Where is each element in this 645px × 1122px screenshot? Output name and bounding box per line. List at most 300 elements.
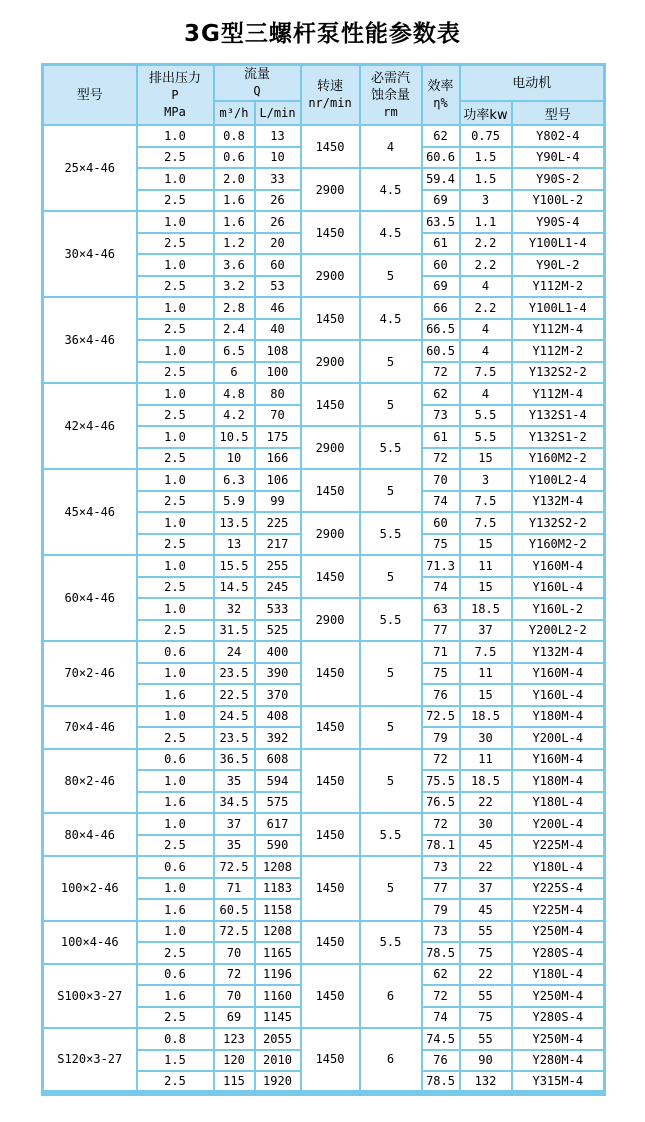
cell-flow-lmin: 1160	[255, 985, 301, 1007]
cell-pressure: 0.6	[137, 856, 214, 878]
cell-pressure: 1.0	[137, 469, 214, 491]
cell-model: 70×4-46	[43, 706, 137, 749]
cell-motor-model: Y132S1-2	[512, 426, 605, 448]
cell-flow-m3h: 60.5	[214, 899, 255, 921]
col-header-motor-model: 型号	[512, 101, 605, 125]
cell-efficiency: 66	[422, 297, 460, 319]
table-row	[43, 555, 605, 577]
cell-pressure: 2.5	[137, 577, 214, 599]
col-header-npsh: 必需汽 蚀余量 rm	[360, 65, 422, 126]
cell-power: 3	[460, 469, 512, 491]
cell-model: 70×2-46	[43, 641, 137, 706]
cell-efficiency: 77	[422, 878, 460, 900]
cell-motor-model: Y90S-2	[512, 168, 605, 190]
cell-pressure: 2.5	[137, 534, 214, 556]
cell-npsh: 6	[360, 1028, 422, 1093]
cell-speed: 1450	[301, 211, 360, 254]
cell-efficiency: 76	[422, 684, 460, 706]
cell-efficiency: 75	[422, 663, 460, 685]
cell-model: 80×4-46	[43, 813, 137, 856]
cell-pressure: 1.0	[137, 125, 214, 147]
cell-flow-m3h: 24.5	[214, 706, 255, 728]
cell-power: 18.5	[460, 706, 512, 728]
cell-efficiency: 74.5	[422, 1028, 460, 1050]
cell-efficiency: 75	[422, 534, 460, 556]
cell-power: 2.2	[460, 297, 512, 319]
cell-flow-lmin: 106	[255, 469, 301, 491]
table-row	[43, 469, 605, 491]
cell-speed: 1450	[301, 297, 360, 340]
cell-flow-lmin: 1158	[255, 899, 301, 921]
cell-efficiency: 61	[422, 233, 460, 255]
cell-flow-lmin: 1165	[255, 942, 301, 964]
cell-flow-m3h: 14.5	[214, 577, 255, 599]
cell-speed: 2900	[301, 598, 360, 641]
cell-efficiency: 60.5	[422, 340, 460, 362]
cell-motor-model: Y802-4	[512, 125, 605, 147]
cell-speed: 2900	[301, 512, 360, 555]
cell-npsh: 5.5	[360, 598, 422, 641]
cell-power: 7.5	[460, 491, 512, 513]
cell-power: 22	[460, 792, 512, 814]
cell-flow-m3h: 1.6	[214, 190, 255, 212]
cell-power: 1.5	[460, 168, 512, 190]
cell-pressure: 2.5	[137, 491, 214, 513]
cell-power: 11	[460, 749, 512, 771]
cell-power: 1.1	[460, 211, 512, 233]
cell-efficiency: 78.5	[422, 1071, 460, 1093]
cell-motor-model: Y180L-4	[512, 964, 605, 986]
cell-flow-m3h: 2.8	[214, 297, 255, 319]
cell-pressure: 2.5	[137, 620, 214, 642]
cell-motor-model: Y132M-4	[512, 491, 605, 513]
cell-efficiency: 79	[422, 899, 460, 921]
cell-power: 15	[460, 448, 512, 470]
cell-flow-m3h: 37	[214, 813, 255, 835]
cell-pressure: 2.5	[137, 190, 214, 212]
table-row	[43, 749, 605, 771]
table-row	[43, 813, 605, 835]
cell-npsh: 5	[360, 706, 422, 749]
cell-flow-lmin: 166	[255, 448, 301, 470]
cell-flow-m3h: 34.5	[214, 792, 255, 814]
cell-flow-m3h: 6	[214, 362, 255, 384]
cell-flow-lmin: 608	[255, 749, 301, 771]
cell-pressure: 0.8	[137, 1028, 214, 1050]
cell-power: 4	[460, 276, 512, 298]
cell-power: 15	[460, 577, 512, 599]
cell-efficiency: 75.5	[422, 770, 460, 792]
cell-efficiency: 60.6	[422, 147, 460, 169]
cell-npsh: 5	[360, 555, 422, 598]
cell-efficiency: 73	[422, 405, 460, 427]
cell-power: 55	[460, 985, 512, 1007]
cell-motor-model: Y100L2-4	[512, 469, 605, 491]
cell-efficiency: 74	[422, 1007, 460, 1029]
table-row	[43, 211, 605, 233]
cell-flow-m3h: 69	[214, 1007, 255, 1029]
table-header	[43, 65, 605, 126]
cell-motor-model: Y90L-2	[512, 254, 605, 276]
cell-motor-model: Y112M-4	[512, 319, 605, 341]
cell-efficiency: 72	[422, 362, 460, 384]
cell-flow-m3h: 1.6	[214, 211, 255, 233]
cell-power: 15	[460, 684, 512, 706]
cell-speed: 1450	[301, 125, 360, 168]
table-row	[43, 856, 605, 878]
cell-flow-m3h: 32	[214, 598, 255, 620]
cell-pressure: 1.5	[137, 1050, 214, 1072]
cell-pressure: 1.0	[137, 921, 214, 943]
cell-npsh: 4.5	[360, 168, 422, 211]
cell-npsh: 5	[360, 340, 422, 383]
cell-npsh: 5.5	[360, 813, 422, 856]
cell-efficiency: 63.5	[422, 211, 460, 233]
cell-npsh: 5.5	[360, 512, 422, 555]
col-header-flow-lmin: L/min	[255, 101, 301, 125]
cell-power: 45	[460, 899, 512, 921]
table-row	[43, 921, 605, 943]
cell-motor-model: Y180M-4	[512, 706, 605, 728]
cell-flow-m3h: 24	[214, 641, 255, 663]
cell-speed: 1450	[301, 813, 360, 856]
cell-flow-lmin: 392	[255, 727, 301, 749]
table-row	[43, 1028, 605, 1050]
cell-pressure: 1.0	[137, 168, 214, 190]
cell-flow-lmin: 408	[255, 706, 301, 728]
cell-flow-m3h: 13.5	[214, 512, 255, 534]
cell-flow-m3h: 0.6	[214, 147, 255, 169]
cell-motor-model: Y225M-4	[512, 835, 605, 857]
table-row	[43, 706, 605, 728]
cell-motor-model: Y200L2-2	[512, 620, 605, 642]
cell-efficiency: 74	[422, 577, 460, 599]
cell-npsh: 5	[360, 856, 422, 921]
cell-efficiency: 77	[422, 620, 460, 642]
cell-flow-m3h: 2.0	[214, 168, 255, 190]
cell-motor-model: Y160L-4	[512, 684, 605, 706]
cell-pressure: 1.0	[137, 254, 214, 276]
col-header-motor-power: 功率kw	[460, 101, 512, 125]
cell-pressure: 1.0	[137, 555, 214, 577]
cell-flow-m3h: 13	[214, 534, 255, 556]
cell-motor-model: Y225S-4	[512, 878, 605, 900]
cell-power: 45	[460, 835, 512, 857]
cell-pressure: 2.5	[137, 448, 214, 470]
cell-motor-model: Y180M-4	[512, 770, 605, 792]
cell-flow-lmin: 1183	[255, 878, 301, 900]
table-body	[43, 125, 605, 1093]
cell-motor-model: Y250M-4	[512, 921, 605, 943]
cell-flow-m3h: 36.5	[214, 749, 255, 771]
cell-flow-m3h: 72.5	[214, 856, 255, 878]
cell-pressure: 1.6	[137, 985, 214, 1007]
cell-npsh: 5.5	[360, 921, 422, 964]
cell-npsh: 5	[360, 469, 422, 512]
cell-flow-m3h: 70	[214, 942, 255, 964]
cell-power: 37	[460, 878, 512, 900]
cell-model: 60×4-46	[43, 555, 137, 641]
cell-motor-model: Y100L1-4	[512, 297, 605, 319]
cell-efficiency: 71	[422, 641, 460, 663]
cell-motor-model: Y250M-4	[512, 985, 605, 1007]
cell-flow-m3h: 2.4	[214, 319, 255, 341]
cell-efficiency: 62	[422, 125, 460, 147]
cell-flow-lmin: 390	[255, 663, 301, 685]
cell-flow-m3h: 120	[214, 1050, 255, 1072]
cell-npsh: 4.5	[360, 211, 422, 254]
cell-flow-m3h: 5.9	[214, 491, 255, 513]
cell-speed: 1450	[301, 749, 360, 814]
col-header-flow-m3h: m³/h	[214, 101, 255, 125]
cell-flow-lmin: 20	[255, 233, 301, 255]
cell-power: 0.75	[460, 125, 512, 147]
cell-flow-m3h: 35	[214, 835, 255, 857]
cell-flow-lmin: 590	[255, 835, 301, 857]
table-row	[43, 297, 605, 319]
cell-speed: 1450	[301, 964, 360, 1029]
cell-flow-m3h: 1.2	[214, 233, 255, 255]
cell-motor-model: Y132S1-4	[512, 405, 605, 427]
cell-flow-m3h: 70	[214, 985, 255, 1007]
cell-flow-lmin: 400	[255, 641, 301, 663]
col-header-discharge-pressure: 排出压力 P MPa	[137, 65, 214, 126]
cell-model: S120×3-27	[43, 1028, 137, 1093]
cell-flow-m3h: 35	[214, 770, 255, 792]
table-row	[43, 383, 605, 405]
cell-speed: 1450	[301, 921, 360, 964]
cell-speed: 2900	[301, 340, 360, 383]
cell-power: 55	[460, 921, 512, 943]
cell-motor-model: Y160M-4	[512, 555, 605, 577]
cell-flow-lmin: 10	[255, 147, 301, 169]
cell-motor-model: Y90S-4	[512, 211, 605, 233]
cell-pressure: 2.5	[137, 1071, 214, 1093]
cell-power: 90	[460, 1050, 512, 1072]
cell-power: 3	[460, 190, 512, 212]
cell-pressure: 1.6	[137, 899, 214, 921]
cell-flow-m3h: 10	[214, 448, 255, 470]
cell-flow-lmin: 26	[255, 190, 301, 212]
cell-efficiency: 73	[422, 921, 460, 943]
cell-flow-m3h: 4.8	[214, 383, 255, 405]
cell-motor-model: Y112M-2	[512, 340, 605, 362]
cell-power: 22	[460, 964, 512, 986]
cell-power: 75	[460, 1007, 512, 1029]
cell-motor-model: Y200L-4	[512, 813, 605, 835]
cell-efficiency: 62	[422, 383, 460, 405]
cell-model: S100×3-27	[43, 964, 137, 1029]
cell-flow-lmin: 575	[255, 792, 301, 814]
cell-motor-model: Y200L-4	[512, 727, 605, 749]
cell-power: 11	[460, 555, 512, 577]
cell-flow-lmin: 245	[255, 577, 301, 599]
pump-parameters-table	[41, 63, 606, 1096]
cell-motor-model: Y160M-4	[512, 749, 605, 771]
cell-power: 75	[460, 942, 512, 964]
cell-flow-lmin: 594	[255, 770, 301, 792]
cell-flow-lmin: 99	[255, 491, 301, 513]
cell-model: 80×2-46	[43, 749, 137, 814]
cell-power: 30	[460, 813, 512, 835]
cell-flow-m3h: 72.5	[214, 921, 255, 943]
cell-power: 37	[460, 620, 512, 642]
cell-motor-model: Y112M-4	[512, 383, 605, 405]
cell-flow-lmin: 1196	[255, 964, 301, 986]
cell-efficiency: 72	[422, 448, 460, 470]
cell-flow-m3h: 4.2	[214, 405, 255, 427]
cell-power: 15	[460, 534, 512, 556]
cell-flow-lmin: 370	[255, 684, 301, 706]
cell-motor-model: Y250M-4	[512, 1028, 605, 1050]
cell-model: 45×4-46	[43, 469, 137, 555]
cell-pressure: 2.5	[137, 276, 214, 298]
cell-flow-m3h: 3.6	[214, 254, 255, 276]
cell-motor-model: Y90L-4	[512, 147, 605, 169]
cell-motor-model: Y280M-4	[512, 1050, 605, 1072]
cell-pressure: 1.0	[137, 426, 214, 448]
cell-power: 5.5	[460, 405, 512, 427]
cell-efficiency: 76.5	[422, 792, 460, 814]
cell-motor-model: Y280S-4	[512, 1007, 605, 1029]
cell-model: 42×4-46	[43, 383, 137, 469]
cell-flow-m3h: 22.5	[214, 684, 255, 706]
cell-pressure: 1.0	[137, 706, 214, 728]
table-row	[43, 641, 605, 663]
cell-power: 30	[460, 727, 512, 749]
cell-pressure: 1.6	[137, 792, 214, 814]
cell-flow-lmin: 70	[255, 405, 301, 427]
cell-motor-model: Y100L1-4	[512, 233, 605, 255]
cell-speed: 1450	[301, 856, 360, 921]
cell-flow-m3h: 10.5	[214, 426, 255, 448]
cell-flow-lmin: 1145	[255, 1007, 301, 1029]
cell-flow-m3h: 23.5	[214, 727, 255, 749]
cell-pressure: 2.5	[137, 1007, 214, 1029]
cell-flow-lmin: 53	[255, 276, 301, 298]
cell-power: 7.5	[460, 512, 512, 534]
cell-power: 7.5	[460, 641, 512, 663]
cell-motor-model: Y180L-4	[512, 792, 605, 814]
cell-power: 55	[460, 1028, 512, 1050]
cell-power: 22	[460, 856, 512, 878]
cell-speed: 2900	[301, 254, 360, 297]
cell-motor-model: Y225M-4	[512, 899, 605, 921]
cell-efficiency: 71.3	[422, 555, 460, 577]
cell-efficiency: 72	[422, 749, 460, 771]
cell-npsh: 5	[360, 641, 422, 706]
cell-speed: 1450	[301, 555, 360, 598]
cell-pressure: 2.5	[137, 147, 214, 169]
cell-pressure: 2.5	[137, 835, 214, 857]
cell-pressure: 1.0	[137, 663, 214, 685]
col-header-model: 型号	[43, 65, 137, 126]
cell-efficiency: 60	[422, 512, 460, 534]
cell-flow-lmin: 225	[255, 512, 301, 534]
cell-efficiency: 72.5	[422, 706, 460, 728]
cell-speed: 1450	[301, 641, 360, 706]
cell-flow-lmin: 525	[255, 620, 301, 642]
cell-efficiency: 79	[422, 727, 460, 749]
cell-efficiency: 63	[422, 598, 460, 620]
cell-npsh: 4.5	[360, 297, 422, 340]
cell-flow-lmin: 33	[255, 168, 301, 190]
cell-power: 5.5	[460, 426, 512, 448]
col-header-flow: 流量 Q	[214, 65, 301, 102]
cell-efficiency: 73	[422, 856, 460, 878]
cell-motor-model: Y315M-4	[512, 1071, 605, 1093]
cell-pressure: 1.0	[137, 211, 214, 233]
page-title: 3G型三螺杆泵性能参数表	[184, 21, 461, 47]
cell-power: 7.5	[460, 362, 512, 384]
cell-flow-lmin: 1208	[255, 921, 301, 943]
cell-model: 100×2-46	[43, 856, 137, 921]
cell-power: 1.5	[460, 147, 512, 169]
cell-flow-lmin: 108	[255, 340, 301, 362]
cell-pressure: 1.0	[137, 878, 214, 900]
cell-motor-model: Y280S-4	[512, 942, 605, 964]
col-header-motor: 电动机	[460, 65, 605, 102]
cell-speed: 2900	[301, 426, 360, 469]
cell-motor-model: Y112M-2	[512, 276, 605, 298]
cell-efficiency: 78.1	[422, 835, 460, 857]
cell-flow-lmin: 617	[255, 813, 301, 835]
cell-flow-lmin: 2055	[255, 1028, 301, 1050]
cell-flow-m3h: 3.2	[214, 276, 255, 298]
cell-pressure: 2.5	[137, 727, 214, 749]
cell-model: 25×4-46	[43, 125, 137, 211]
cell-speed: 1450	[301, 469, 360, 512]
cell-pressure: 0.6	[137, 641, 214, 663]
cell-motor-model: Y160M2-2	[512, 448, 605, 470]
cell-pressure: 1.0	[137, 340, 214, 362]
cell-efficiency: 66.5	[422, 319, 460, 341]
cell-motor-model: Y180L-4	[512, 856, 605, 878]
cell-power: 4	[460, 319, 512, 341]
cell-npsh: 4	[360, 125, 422, 168]
cell-flow-lmin: 40	[255, 319, 301, 341]
cell-efficiency: 59.4	[422, 168, 460, 190]
cell-pressure: 1.0	[137, 512, 214, 534]
cell-pressure: 0.6	[137, 749, 214, 771]
cell-efficiency: 69	[422, 190, 460, 212]
cell-power: 132	[460, 1071, 512, 1093]
cell-motor-model: Y160M-4	[512, 663, 605, 685]
cell-flow-m3h: 31.5	[214, 620, 255, 642]
cell-power: 18.5	[460, 598, 512, 620]
cell-motor-model: Y160L-4	[512, 577, 605, 599]
cell-power: 11	[460, 663, 512, 685]
cell-pressure: 1.0	[137, 297, 214, 319]
cell-flow-lmin: 217	[255, 534, 301, 556]
cell-pressure: 2.5	[137, 319, 214, 341]
cell-speed: 2900	[301, 168, 360, 211]
cell-speed: 1450	[301, 706, 360, 749]
cell-motor-model: Y160L-2	[512, 598, 605, 620]
cell-efficiency: 74	[422, 491, 460, 513]
cell-pressure: 1.0	[137, 813, 214, 835]
cell-npsh: 5	[360, 383, 422, 426]
cell-model: 30×4-46	[43, 211, 137, 297]
cell-flow-m3h: 23.5	[214, 663, 255, 685]
cell-flow-m3h: 72	[214, 964, 255, 986]
cell-flow-m3h: 115	[214, 1071, 255, 1093]
cell-flow-m3h: 6.5	[214, 340, 255, 362]
cell-model: 100×4-46	[43, 921, 137, 964]
cell-flow-m3h: 15.5	[214, 555, 255, 577]
cell-npsh: 5	[360, 749, 422, 814]
cell-flow-lmin: 46	[255, 297, 301, 319]
